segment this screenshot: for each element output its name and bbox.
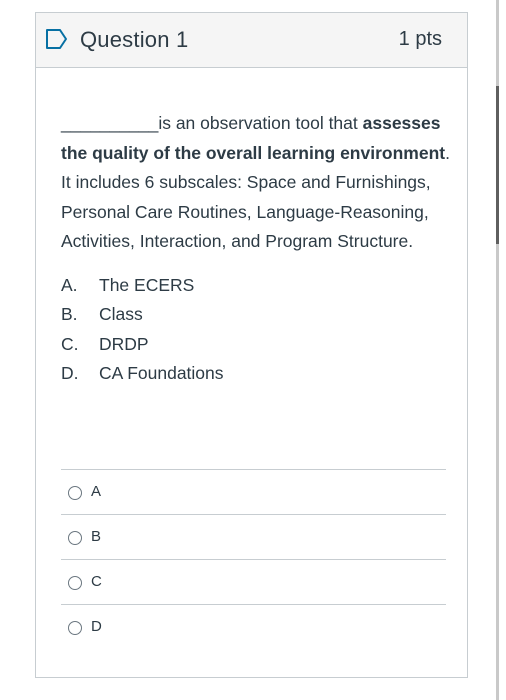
question-prompt [61, 109, 451, 257]
answer-choice-b[interactable] [61, 514, 446, 559]
question-body [61, 109, 451, 389]
option-list [61, 271, 451, 389]
option-item [61, 359, 451, 389]
option-text: DRDP [99, 333, 149, 354]
answer-label[interactable]: B [91, 528, 102, 545]
radio-button-icon[interactable] [68, 531, 82, 545]
answer-choice-c[interactable] [61, 559, 446, 604]
radio-button-icon[interactable] [68, 621, 82, 635]
option-letter: C. [61, 333, 79, 354]
answer-label[interactable]: A [91, 483, 102, 500]
prompt-text-end: . It includes 6 subscales: Space and Furnishings, Personal Care Routines, Language-Reasoning, Activities, Interaction, and Program Structure. [61, 142, 450, 251]
answer-blank: __________ [61, 113, 159, 133]
bookmark-flag-icon[interactable] [45, 28, 69, 50]
question-title: Question 1 [80, 27, 189, 52]
option-letter: D. [61, 363, 79, 383]
option-text: Class [99, 304, 143, 324]
prompt-text-start: is an observation tool that [158, 113, 363, 133]
question-header [36, 13, 467, 68]
option-item [61, 300, 451, 330]
answer-choice-a[interactable] [61, 469, 446, 514]
option-item [61, 271, 451, 301]
prompt-bold-text: assesses the quality of the overall learning environment [61, 113, 446, 163]
radio-button-icon[interactable] [68, 576, 82, 590]
option-letter: B. [61, 304, 78, 324]
answer-label[interactable]: C [91, 573, 102, 590]
question-points: 1 pts [398, 28, 442, 50]
answer-label[interactable]: D [91, 618, 102, 635]
option-text: CA Foundations [99, 363, 224, 383]
question-card [35, 12, 468, 678]
answer-choices [61, 469, 446, 649]
scrollbar-thumb[interactable] [496, 86, 499, 244]
answer-choice-d[interactable] [61, 604, 446, 649]
radio-button-icon[interactable] [68, 486, 82, 500]
option-item [61, 330, 451, 360]
option-letter: A. [61, 274, 78, 295]
option-text: The ECERS [99, 274, 195, 295]
